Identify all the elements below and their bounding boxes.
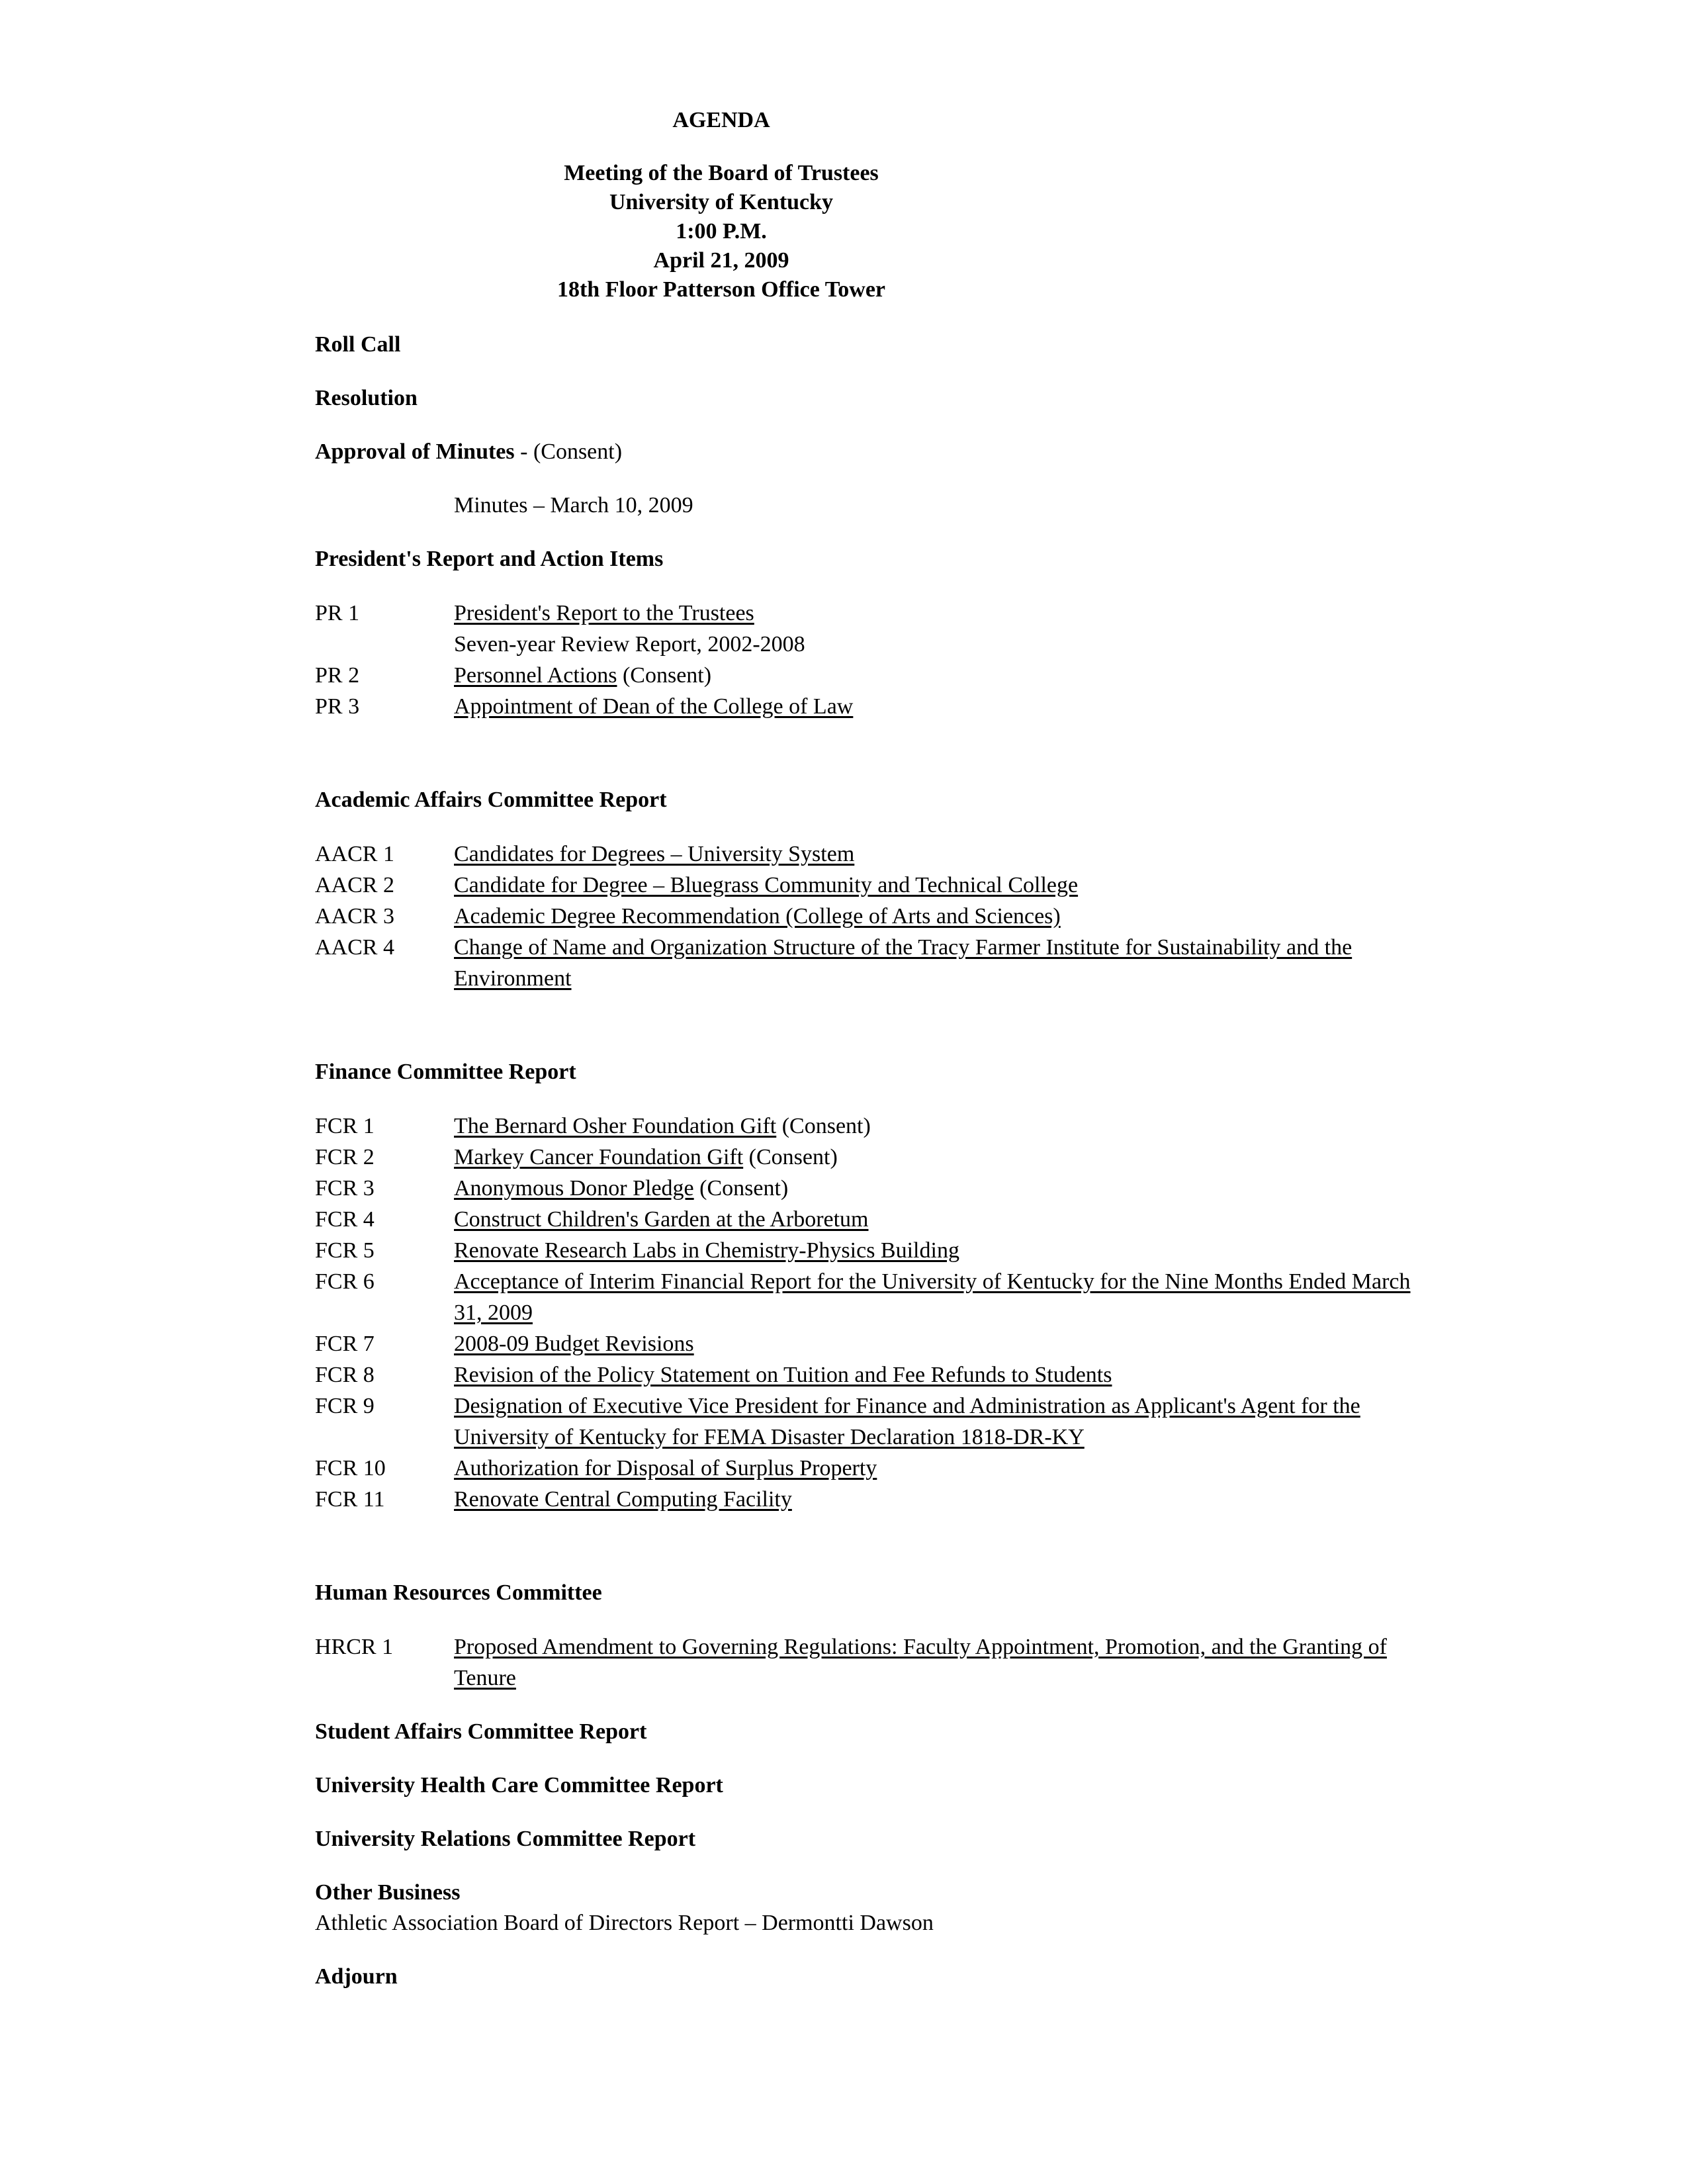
item-code: HRCR 1 [315,1635,394,1659]
item-code: AACR 2 [315,873,394,897]
agenda-item-fcr11 [315,1484,1440,1515]
agenda-item-aacr3 [315,901,1440,932]
academic-section [315,785,1440,994]
item-link-fcr3[interactable]: Anonymous Donor Pledge [454,1176,694,1201]
agenda-item-aacr1 [315,839,1440,870]
item-note: (Consent) [776,1114,871,1138]
approval-consent-note: - (Consent) [514,439,623,464]
item-link-pr3[interactable]: Appointment of Dean of the College of Law [454,694,854,719]
university-name: University of Kentucky [609,190,834,214]
president-heading: President's Report and Action Items [315,547,664,571]
hr-heading: Human Resources Committee [315,1580,602,1605]
item-link-fcr10[interactable]: Authorization for Disposal of Surplus Property [454,1456,877,1480]
item-link-fcr9[interactable]: Designation of Executive Vice President for Finance and Administration as Applicant's Agent for the University of Kentucky for FEMA Disaster Declaration 1818-DR-KY [454,1394,1360,1449]
item-code: FCR 8 [315,1363,375,1387]
item-link-fcr1[interactable]: The Bernard Osher Foundation Gift [454,1114,777,1138]
agenda-item-fcr1 [315,1111,1440,1142]
item-link-fcr2[interactable]: Markey Cancer Foundation Gift [454,1145,744,1169]
approval-section [315,437,1440,521]
item-code: FCR 1 [315,1114,375,1138]
item-link-fcr6[interactable]: Acceptance of Interim Financial Report for the University of Kentucky for the Nine Months Ended March 31, 2009 [454,1269,1411,1325]
item-code: PR 3 [315,694,360,719]
item-code: AACR 4 [315,935,394,960]
agenda-item-fcr3 [315,1173,1440,1204]
item-code: FCR 10 [315,1456,386,1480]
university-relations-heading: University Relations Committee Report [315,1827,696,1851]
meeting-time: 1:00 P.M. [676,219,767,244]
approval-heading: Approval of Minutes [315,439,515,464]
academic-heading: Academic Affairs Committee Report [315,788,667,812]
item-link-fcr8[interactable]: Revision of the Policy Statement on Tuition and Fee Refunds to Students [454,1363,1112,1387]
agenda-item-aacr4 [315,932,1440,994]
agenda-item-pr1 [315,598,1440,660]
item-code: PR 1 [315,601,360,625]
resolution-heading: Resolution [315,386,418,410]
item-note: (Consent) [693,1176,789,1201]
health-care-heading: University Health Care Committee Report [315,1773,723,1797]
agenda-header [0,106,1442,304]
student-affairs-heading: Student Affairs Committee Report [315,1719,647,1744]
meeting-date: April 21, 2009 [653,248,789,273]
item-link-aacr4[interactable]: Change of Name and Organization Structure of the Tracy Farmer Institute for Sustainability and the Environment [454,935,1353,991]
agenda-item-hrcr1 [315,1631,1440,1694]
hr-section [315,1578,1440,1694]
other-business-section [315,1878,1440,1938]
meeting-title: Meeting of the Board of Trustees [564,161,879,185]
item-code: FCR 5 [315,1238,375,1263]
meeting-location: 18th Floor Patterson Office Tower [556,277,886,302]
agenda-item-pr3 [315,691,1440,722]
item-code: FCR 11 [315,1487,385,1512]
item-code: FCR 4 [315,1207,375,1232]
item-code: FCR 7 [315,1332,375,1356]
item-code: FCR 6 [315,1269,375,1294]
agenda-item-fcr4 [315,1204,1440,1235]
agenda-body [315,330,1440,2015]
agenda-title: AGENDA [672,108,770,132]
item-link-fcr5[interactable]: Renovate Research Labs in Chemistry-Physics Building [454,1238,959,1263]
athletic-report-line: Athletic Association Board of Directors Report – Dermontti Dawson [315,1911,934,1935]
item-code: FCR 9 [315,1394,375,1418]
item-link-fcr7[interactable]: 2008-09 Budget Revisions [454,1332,694,1356]
item-link-aacr1[interactable]: Candidates for Degrees – University System [454,842,855,866]
item-link-pr1[interactable]: President's Report to the Trustees [454,601,754,625]
roll-call-heading: Roll Call [315,332,401,357]
item-link-pr2[interactable]: Personnel Actions [454,663,617,688]
item-code: FCR 3 [315,1176,375,1201]
agenda-item-fcr9 [315,1390,1440,1453]
agenda-item-fcr8 [315,1359,1440,1390]
item-note: (Consent) [743,1145,838,1169]
agenda-item-aacr2 [315,870,1440,901]
minutes-line: Minutes – March 10, 2009 [454,493,693,518]
item-link-fcr4[interactable]: Construct Children's Garden at the Arboretum [454,1207,869,1232]
agenda-item-fcr10 [315,1453,1440,1484]
agenda-item-fcr7 [315,1328,1440,1359]
item-subtitle-pr1: Seven-year Review Report, 2002-2008 [454,632,805,657]
item-code: FCR 2 [315,1145,375,1169]
item-code: AACR 1 [315,842,394,866]
adjourn-heading: Adjourn [315,1964,398,1989]
other-business-heading: Other Business [315,1880,461,1905]
agenda-item-pr2 [315,660,1440,691]
agenda-item-fcr6 [315,1266,1440,1328]
president-section [315,544,1440,722]
agenda-item-fcr2 [315,1142,1440,1173]
item-code: PR 2 [315,663,360,688]
agenda-item-fcr5 [315,1235,1440,1266]
item-link-fcr11[interactable]: Renovate Central Computing Facility [454,1487,792,1512]
finance-section [315,1057,1440,1515]
item-link-aacr3[interactable]: Academic Degree Recommendation (College of Arts and Sciences) [454,904,1061,929]
finance-heading: Finance Committee Report [315,1060,576,1084]
item-code: AACR 3 [315,904,394,929]
item-link-hrcr1[interactable]: Proposed Amendment to Governing Regulations: Faculty Appointment, Promotion, and the Granting of Tenure [454,1635,1387,1690]
item-link-aacr2[interactable]: Candidate for Degree – Bluegrass Community and Technical College [454,873,1079,897]
item-note: (Consent) [617,663,712,688]
